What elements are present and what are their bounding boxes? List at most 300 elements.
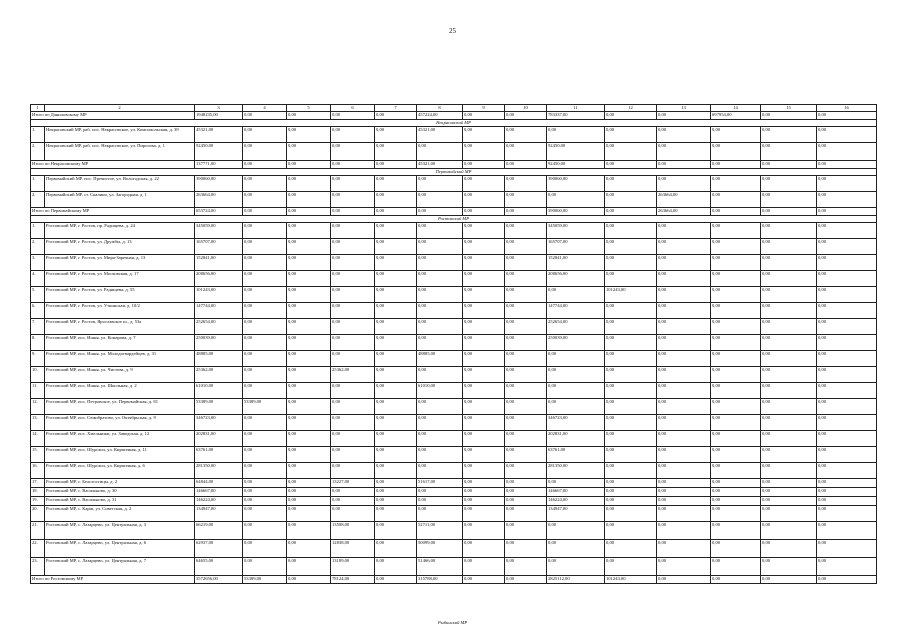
value-cell: 0,00 [505,287,547,303]
section-title: Первомайский МР [31,169,877,176]
value-cell: 0,00 [711,287,761,303]
value-cell: 0,00 [817,255,877,271]
value-cell: 146224,00 [547,497,605,506]
value-cell: 61010,00 [195,383,243,399]
value-cell: 0,00 [331,176,375,192]
value-cell: 45321,00 [417,127,463,143]
value-cell: 25362,00 [331,367,375,383]
value-cell: 0,00 [605,176,657,192]
value-cell: 0,00 [505,415,547,431]
value-cell: 390060,00 [195,176,243,192]
section-header-row [31,216,877,223]
total-value-cell: 390060,00 [547,208,605,216]
column-number-cell: 13 [657,105,711,112]
total-label: Итого по Некрасовскому МР [31,161,195,169]
value-cell: 0,00 [417,367,463,383]
value-cell: 0,00 [817,488,877,497]
value-cell: 0,00 [657,506,711,522]
value-cell: 147744,00 [547,303,605,319]
value-cell: 0,00 [417,255,463,271]
value-cell: 0,00 [463,127,505,143]
value-cell: 0,00 [505,497,547,506]
value-cell: 0,00 [657,447,711,463]
table-row [31,558,877,576]
value-cell: 0,00 [463,522,505,540]
value-cell: 165707,00 [195,239,243,255]
value-cell: 0,00 [331,223,375,239]
total-value-cell: 457224,00 [417,112,463,120]
value-cell: 346723,00 [195,415,243,431]
value-cell: 0,00 [657,540,711,558]
value-cell: 0,00 [243,335,287,351]
value-cell: 50099,00 [417,540,463,558]
total-value-cell: 0,00 [817,112,877,120]
value-cell: 0,00 [605,303,657,319]
value-cell: 0,00 [657,303,711,319]
value-cell: 0,00 [463,497,505,506]
total-value-cell: 0,00 [711,576,761,584]
value-cell: 0,00 [243,447,287,463]
value-cell: 0,00 [243,522,287,540]
value-cell: 252654,00 [547,319,605,335]
value-cell: 0,00 [243,463,287,479]
address-cell: Ростовский МР, пос. Хмельники, ул. Заводская, д. 12 [45,431,195,447]
value-cell: 0,00 [761,176,817,192]
value-cell: 0,00 [761,383,817,399]
value-cell: 0,00 [243,319,287,335]
value-cell: 0,00 [287,335,331,351]
value-cell: 101243,00 [605,287,657,303]
value-cell: 0,00 [505,303,547,319]
total-value-cell: 92450,00 [547,161,605,169]
row-number: 7. [31,319,45,335]
value-cell: 0,00 [243,383,287,399]
table-row [31,488,877,497]
value-cell: 0,00 [463,399,505,415]
total-value-cell: 0,00 [505,112,547,120]
value-cell: 0,00 [817,367,877,383]
total-value-cell: 263664,00 [657,208,711,216]
value-cell: 0,00 [817,463,877,479]
total-value-cell: 101243,00 [605,576,657,584]
value-cell: 0,00 [711,176,761,192]
value-cell: 0,00 [287,431,331,447]
address-cell: Ростовский МР, с. Лазарцево, ул. Центральная, д. 7 [45,558,195,576]
total-row [31,112,877,120]
address-cell: Ростовский МР, г. Ростов, Ярославское ш., д. 53а [45,319,195,335]
value-cell: 25362,00 [195,367,243,383]
value-cell: 0,00 [375,271,417,287]
value-cell: 0,00 [243,192,287,208]
value-cell: 0,00 [417,447,463,463]
value-cell: 0,00 [331,271,375,287]
value-cell: 0,00 [761,192,817,208]
value-cell: 0,00 [605,506,657,522]
value-cell: 0,00 [375,239,417,255]
value-cell: 101243,00 [195,287,243,303]
value-cell: 0,00 [243,255,287,271]
value-cell: 0,00 [761,431,817,447]
value-cell: 0,00 [243,415,287,431]
address-cell: Ростовский МР, г. Ростов, ул. Уткинская, д. 10/2 [45,303,195,319]
address-cell: Ростовский МР, г. Ростов, ул. Мира-Заречная, д. 13 [45,255,195,271]
value-cell: 0,00 [657,431,711,447]
value-cell: 0,00 [711,271,761,287]
value-cell: 0,00 [657,497,711,506]
value-cell: 0,00 [375,335,417,351]
value-cell: 0,00 [243,506,287,522]
value-cell: 0,00 [605,351,657,367]
value-cell: 0,00 [243,367,287,383]
section-header-row [31,120,877,127]
value-cell: 0,00 [287,488,331,497]
row-number: 2. [31,143,45,161]
value-cell: 0,00 [287,192,331,208]
value-cell: 0,00 [505,447,547,463]
value-cell: 202831,00 [195,431,243,447]
total-value-cell: 0,00 [287,576,331,584]
value-cell: 0,00 [375,351,417,367]
total-row [31,208,877,216]
row-number: 10. [31,367,45,383]
value-cell: 0,00 [375,303,417,319]
value-cell: 0,00 [287,255,331,271]
value-cell: 0,00 [657,271,711,287]
total-label: Итого по Первомайскому МР [31,208,195,216]
value-cell: 0,00 [243,143,287,161]
row-number: 5. [31,287,45,303]
table-row [31,303,877,319]
row-number: 14. [31,431,45,447]
column-number-cell: 6 [331,105,375,112]
value-cell: 0,00 [463,463,505,479]
value-cell: 0,00 [711,383,761,399]
row-number: 12. [31,399,45,415]
value-cell: 0,00 [761,463,817,479]
value-cell: 0,00 [287,223,331,239]
value-cell: 0,00 [817,383,877,399]
table-row [31,367,877,383]
column-number-cell: 11 [547,105,605,112]
page-number: 25 [449,27,456,35]
value-cell: 0,00 [287,497,331,506]
value-cell: 0,00 [605,463,657,479]
section-title: Ростовский МР [31,216,877,223]
value-cell: 0,00 [331,303,375,319]
value-cell: 0,00 [761,488,817,497]
value-cell: 0,00 [375,192,417,208]
address-cell: Ростовский МР, г. Ростов, ул. Дружбы, д. 13 [45,239,195,255]
value-cell: 51466,00 [417,558,463,576]
value-cell: 0,00 [817,271,877,287]
table-row [31,497,877,506]
value-cell: 64655,00 [195,558,243,576]
value-cell: 0,00 [711,558,761,576]
table-row [31,143,877,161]
value-cell: 0,00 [605,497,657,506]
value-cell: 134947,00 [195,506,243,522]
value-cell: 0,00 [711,399,761,415]
value-cell: 0,00 [417,399,463,415]
value-cell: 0,00 [505,335,547,351]
column-number-cell: 4 [243,105,287,112]
value-cell: 0,00 [605,415,657,431]
value-cell: 0,00 [331,463,375,479]
value-cell: 0,00 [417,223,463,239]
value-cell: 0,00 [761,255,817,271]
total-value-cell: 783337,00 [547,112,605,120]
value-cell: 0,00 [657,287,711,303]
value-cell: 0,00 [243,351,287,367]
section-title: Некрасовский МР [31,120,877,127]
row-number: 16. [31,463,45,479]
value-cell: 0,00 [547,351,605,367]
value-cell: 0,00 [605,447,657,463]
value-cell: 0,00 [711,506,761,522]
value-cell: 0,00 [547,127,605,143]
value-cell: 0,00 [711,143,761,161]
value-cell: 0,00 [505,143,547,161]
value-cell: 0,00 [505,271,547,287]
address-cell: Ростовский МР, с. Васильково, д. 30 [45,488,195,497]
value-cell: 0,00 [463,558,505,576]
value-cell: 252654,00 [195,319,243,335]
value-cell: 146224,00 [195,497,243,506]
value-cell: 0,00 [331,335,375,351]
value-cell: 0,00 [331,431,375,447]
value-cell: 63761,00 [195,447,243,463]
value-cell: 0,00 [243,540,287,558]
value-cell: 0,00 [605,479,657,488]
total-value-cell: 0,00 [711,161,761,169]
address-cell: Ростовский МР, с. Белогостицы, д. 2 [45,479,195,488]
total-value-cell: 2825112,00 [547,576,605,584]
value-cell: 0,00 [463,287,505,303]
value-cell: 250039,00 [195,335,243,351]
table-row [31,506,877,522]
total-value-cell: 0,00 [375,208,417,216]
value-cell: 13227,00 [331,479,375,488]
value-cell: 66219,00 [195,522,243,540]
value-cell: 0,00 [331,447,375,463]
value-cell: 250039,00 [547,335,605,351]
value-cell: 0,00 [417,319,463,335]
value-cell: 45321,00 [195,127,243,143]
total-value-cell: 0,00 [605,161,657,169]
value-cell: 0,00 [657,383,711,399]
row-number: 1. [31,127,45,143]
total-value-cell: 0,00 [817,576,877,584]
value-cell: 0,00 [711,431,761,447]
value-cell: 0,00 [287,176,331,192]
value-cell: 0,00 [761,506,817,522]
table-row [31,287,877,303]
value-cell: 0,00 [605,271,657,287]
table-row [31,431,877,447]
value-cell: 0,00 [287,287,331,303]
value-cell: 0,00 [463,239,505,255]
value-cell: 61010,00 [417,383,463,399]
address-cell: Ростовский МР, г. Ростов, ул. Московская, д. 17 [45,271,195,287]
value-cell: 0,00 [463,319,505,335]
value-cell: 146667,00 [547,488,605,497]
total-value-cell: 315788,00 [417,576,463,584]
value-cell: 0,00 [605,431,657,447]
value-cell: 0,00 [463,415,505,431]
table-row [31,319,877,335]
value-cell: 0,00 [761,399,817,415]
value-cell: 0,00 [761,335,817,351]
value-cell: 147744,00 [195,303,243,319]
value-cell: 0,00 [547,399,605,415]
value-cell: 0,00 [817,351,877,367]
value-cell: 0,00 [605,192,657,208]
value-cell: 0,00 [605,239,657,255]
value-cell: 48885,00 [195,351,243,367]
address-cell: Ростовский МР, пос. Петровское, ул. Первомайская, д. 81 [45,399,195,415]
table-body [31,105,877,584]
value-cell: 0,00 [505,239,547,255]
value-cell: 0,00 [657,463,711,479]
value-cell: 0,00 [761,522,817,540]
table-row [31,522,877,540]
value-cell: 152841,00 [547,255,605,271]
value-cell: 0,00 [761,271,817,287]
value-cell: 0,00 [761,558,817,576]
value-cell: 0,00 [417,463,463,479]
value-cell: 0,00 [505,319,547,335]
value-cell: 0,00 [375,383,417,399]
value-cell: 0,00 [243,497,287,506]
value-cell: 0,00 [417,431,463,447]
value-cell: 0,00 [605,223,657,239]
value-cell: 0,00 [657,255,711,271]
table-row [31,447,877,463]
value-cell: 0,00 [817,223,877,239]
value-cell: 0,00 [331,143,375,161]
value-cell: 0,00 [605,255,657,271]
column-number-cell: 3 [195,105,243,112]
value-cell: 0,00 [243,176,287,192]
value-cell: 0,00 [243,127,287,143]
table-row [31,239,877,255]
column-number-cell: 8 [417,105,463,112]
value-cell: 0,00 [375,143,417,161]
value-cell: 0,00 [375,176,417,192]
value-cell: 0,00 [711,497,761,506]
value-cell: 0,00 [463,351,505,367]
value-cell: 0,00 [243,287,287,303]
value-cell: 0,00 [287,143,331,161]
value-cell: 53389,00 [195,399,243,415]
value-cell: 0,00 [417,497,463,506]
column-number-cell: 9 [463,105,505,112]
value-cell: 0,00 [817,540,877,558]
value-cell: 0,00 [711,223,761,239]
total-row [31,576,877,584]
address-cell: Ростовский МР, пос. Ишня, ул. Чистова, д. 9 [45,367,195,383]
value-cell: 0,00 [657,223,711,239]
address-cell: Некрасовский МР, раб. пос. Некрасовское, ул. Комсомольская, д. 39 [45,127,195,143]
value-cell: 13508,00 [331,522,375,540]
table-row [31,335,877,351]
value-cell: 0,00 [287,522,331,540]
value-cell: 92450,00 [547,143,605,161]
value-cell: 263664,00 [195,192,243,208]
total-value-cell: 0,00 [331,161,375,169]
value-cell: 0,00 [287,479,331,488]
address-cell: Ростовский МР, с. Лазарцево, ул. Центральная, д. 6 [45,540,195,558]
value-cell: 0,00 [375,497,417,506]
value-cell: 0,00 [243,558,287,576]
next-section-label: Рыбинский МР [437,620,468,625]
value-cell: 0,00 [375,522,417,540]
value-cell: 0,00 [463,383,505,399]
value-cell: 0,00 [657,127,711,143]
value-cell: 0,00 [505,176,547,192]
value-cell: 0,00 [657,558,711,576]
value-cell: 0,00 [605,383,657,399]
value-cell: 0,00 [657,239,711,255]
section-header-row [31,169,877,176]
column-number-cell: 10 [505,105,547,112]
value-cell: 48885,00 [417,351,463,367]
value-cell: 0,00 [375,479,417,488]
table-row [31,351,877,367]
address-cell: Ростовский МР, г. Ростов, ул. Радищева, д. 55 [45,287,195,303]
total-value-cell: 0,00 [331,208,375,216]
value-cell: 134947,00 [547,506,605,522]
total-value-cell: 0,00 [761,161,817,169]
value-cell: 51617,00 [417,479,463,488]
value-cell: 0,00 [817,319,877,335]
total-value-cell: 137771,00 [195,161,243,169]
column-number-cell: 14 [711,105,761,112]
value-cell: 0,00 [287,367,331,383]
value-cell: 0,00 [505,367,547,383]
value-cell: 0,00 [287,271,331,287]
total-value-cell: 0,00 [375,576,417,584]
value-cell: 0,00 [375,463,417,479]
column-number-cell: 5 [287,105,331,112]
total-value-cell: 0,00 [657,576,711,584]
value-cell: 0,00 [463,303,505,319]
total-value-cell: 0,00 [761,208,817,216]
value-cell: 0,00 [463,447,505,463]
value-cell: 208656,00 [195,271,243,287]
total-value-cell: 0,00 [605,112,657,120]
total-value-cell: 0,00 [463,161,505,169]
total-value-cell: 78124,00 [331,576,375,584]
total-value-cell: 0,00 [243,112,287,120]
total-label: Итого по Ростовскому МР [31,576,195,584]
value-cell: 0,00 [375,558,417,576]
table-row [31,383,877,399]
row-number: 6. [31,303,45,319]
value-cell: 0,00 [505,351,547,367]
value-cell: 0,00 [505,192,547,208]
value-cell: 0,00 [505,463,547,479]
total-value-cell: 0,00 [331,112,375,120]
value-cell: 0,00 [711,488,761,497]
value-cell: 0,00 [417,287,463,303]
value-cell: 0,00 [817,239,877,255]
total-value-cell: 0,00 [287,161,331,169]
total-value-cell: 0,00 [657,161,711,169]
value-cell: 0,00 [657,522,711,540]
value-cell: 0,00 [375,223,417,239]
value-cell: 0,00 [605,522,657,540]
